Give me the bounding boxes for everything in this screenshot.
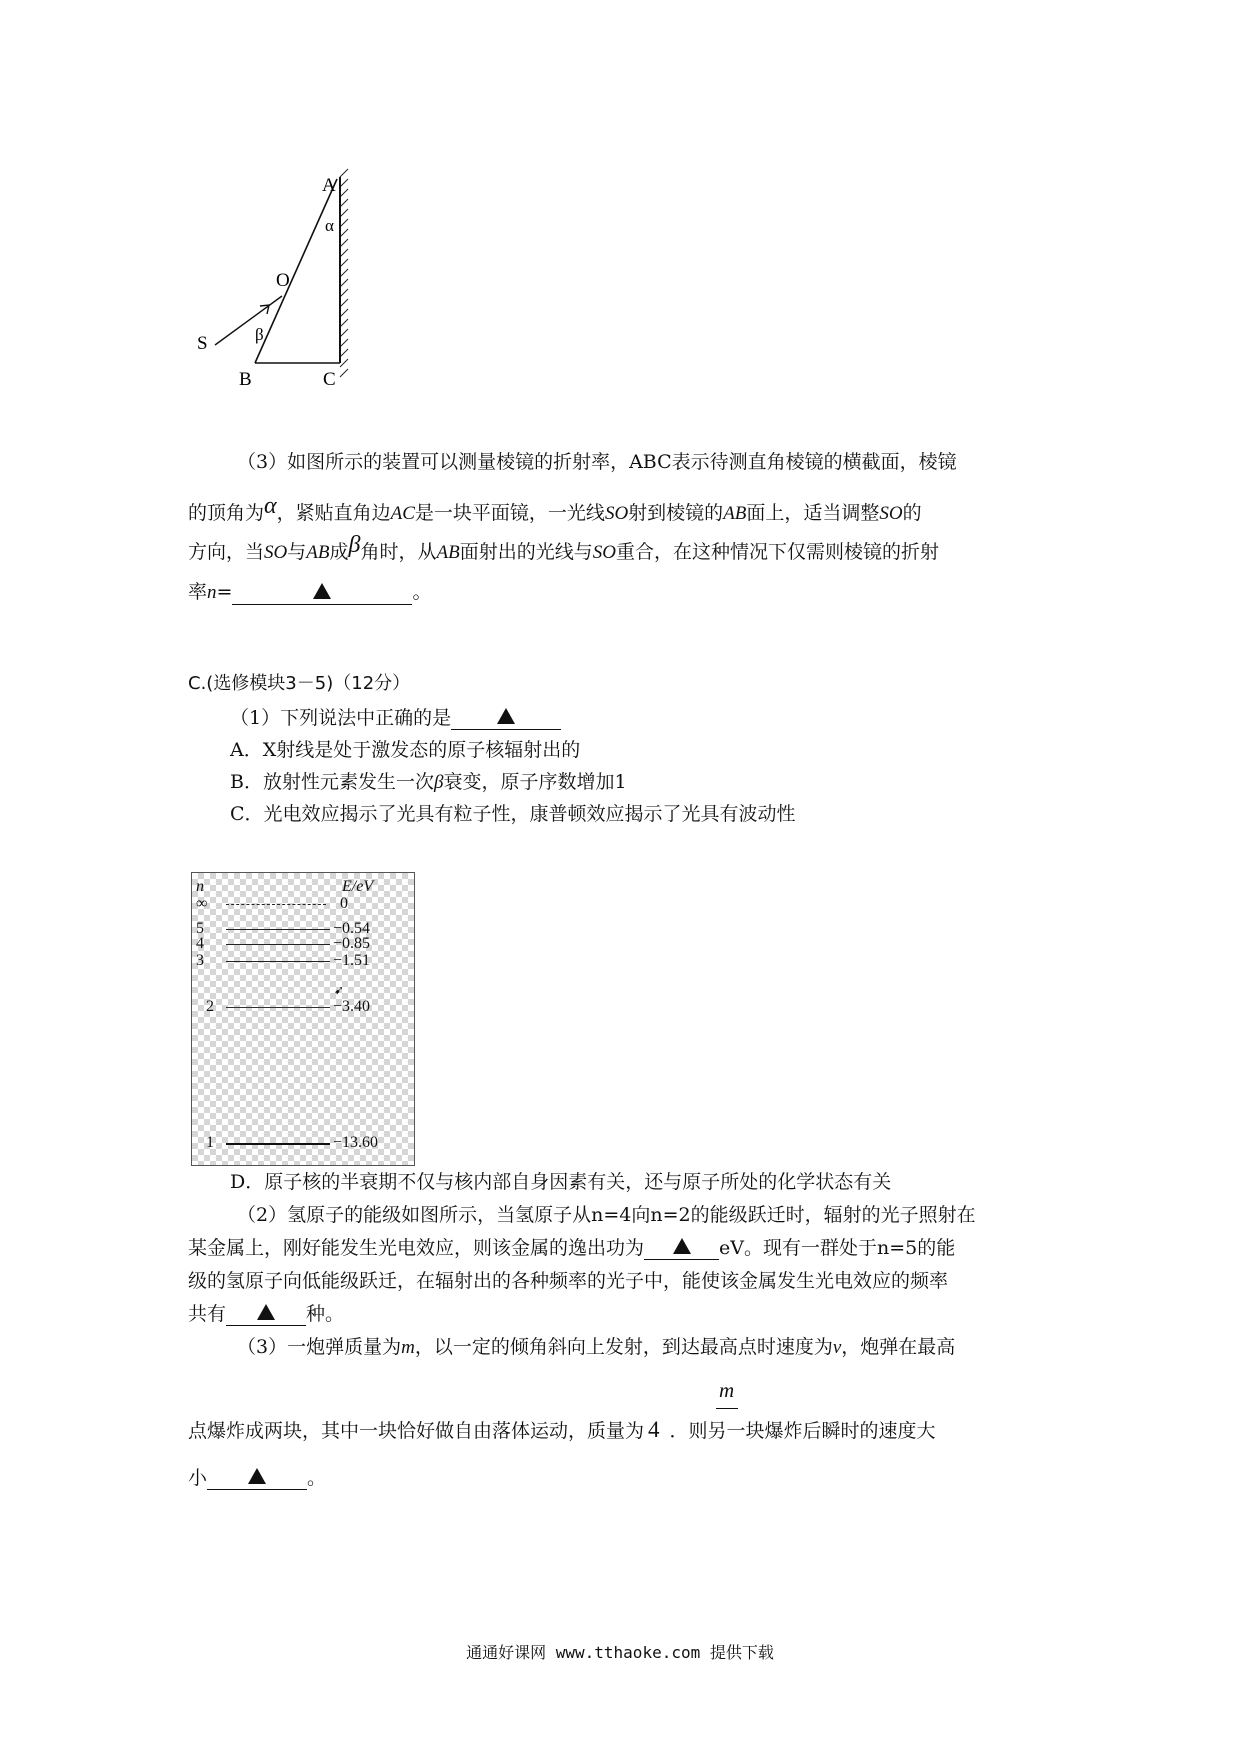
page-footer: 通通好课网 www.tthaoke.com 提供下载 [466,1643,774,1662]
energy-header: E/eV [342,878,374,895]
level-e-4: −0.85 [333,935,371,952]
q3m-line1: （3）一炮弹质量为m，以一定的倾角斜向上发射，到达最高点时速度为v，炮弹在最高 [237,1336,956,1358]
cursor-icon: ➹ [334,983,345,997]
optics-q3-line3: 方向，当SO与AB成β角时，从AB面射出的光线与SO重合，在这种情况下仅需则棱镜的折射 [188,532,939,563]
triangle-icon [497,708,515,724]
option-d: D．原子核的半衰期不仅与核内部自身因素有关，还与原子所处的化学状态有关 [230,1171,892,1193]
level-n-3: 3 [196,952,204,969]
q2-line2: 某金属上，刚好能发生光电效应，则该金属的逸出功为 eV。现有一群处于n=5的能 [188,1237,956,1259]
label-alpha: α [325,216,334,235]
triangle-icon [673,1238,691,1254]
triangle-icon [257,1304,275,1320]
label-A: A [322,175,336,196]
option-b: B．放射性元素发生一次β衰变，原子序数增加1 [230,771,627,793]
level-e-1: −13.60 [333,1134,379,1151]
level-line-1 [226,1143,330,1145]
optics-q3-line1: （3）如图所示的装置可以测量棱镜的折射率，ABC表示待测直角棱镜的横截面，棱镜 [237,451,957,473]
answer-blank[interactable] [644,1237,719,1260]
optics-q3-line2: 的顶角为α，紧贴直角边AC是一块平面镜，一光线SO射到棱镜的AB面上，适当调整SO的 [188,493,922,524]
level-line-3 [226,961,330,962]
answer-blank[interactable] [451,707,561,730]
label-B: B [239,369,252,390]
level-n-4: 4 [196,935,204,952]
level-n-inf: ∞ [196,895,208,912]
label-O: O [276,270,290,291]
label-C: C [323,369,336,390]
q1-stem: （1）下列说法中正确的是 [230,706,561,730]
q3m-line3: 小 。 [188,1467,327,1489]
optics-q3-line4: 率n= 。 [188,581,432,603]
level-n-5: 5 [196,920,204,937]
label-S: S [197,333,208,354]
level-n-1: 1 [206,1134,214,1151]
q2-line1: （2）氢原子的能级如图所示，当氢原子从n=4向n=2的能级跃迁时，辐射的光子照射在 [237,1204,976,1226]
ray-SO [215,296,282,345]
triangle-icon [313,583,331,599]
edge-AB [255,179,337,363]
mirror-hatching [340,169,348,377]
triangle-icon [248,1468,266,1484]
level-e-3: −1.51 [333,952,371,969]
answer-blank[interactable] [207,1467,307,1490]
level-e-2: −3.40 [333,998,371,1015]
fraction-denominator: 4 [648,1417,660,1442]
level-line-4 [226,944,330,945]
beta-symbol: β [348,532,361,558]
alpha-symbol: α [264,493,277,519]
level-line-5 [226,929,330,930]
level-line-2 [226,1007,330,1008]
level-line-inf [226,904,326,905]
section-c-title: C.(选修模块3－5)（12分） [188,673,411,694]
energy-level-diagram [191,872,415,1166]
option-c: C．光电效应揭示了光具有粒子性，康普顿效应揭示了光具有波动性 [230,803,796,825]
q3m-line2: 点爆炸成两块，其中一块恰好做自由落体运动，质量为 4 ．则另一块爆炸后瞬时的速度大 [188,1417,936,1442]
q2-line4: 共有 种。 [188,1303,345,1325]
label-beta: β [255,325,264,344]
prism-diagram [185,165,375,395]
fraction-numerator: m [719,1378,735,1402]
level-e-5: −0.54 [333,920,371,937]
level-e-inf: 0 [340,895,348,912]
q2-line3: 级的氢原子向低能级跃迁，在辐射出的各种频率的光子中，能使该金属发生光电效应的频率 [188,1270,949,1292]
answer-blank[interactable] [226,1303,306,1326]
fraction-bar [716,1408,738,1409]
option-a: A．X射线是处于激发态的原子核辐射出的 [230,739,581,761]
level-n-2: 2 [206,998,214,1015]
n-header: n [196,878,204,895]
answer-blank[interactable] [232,582,412,605]
